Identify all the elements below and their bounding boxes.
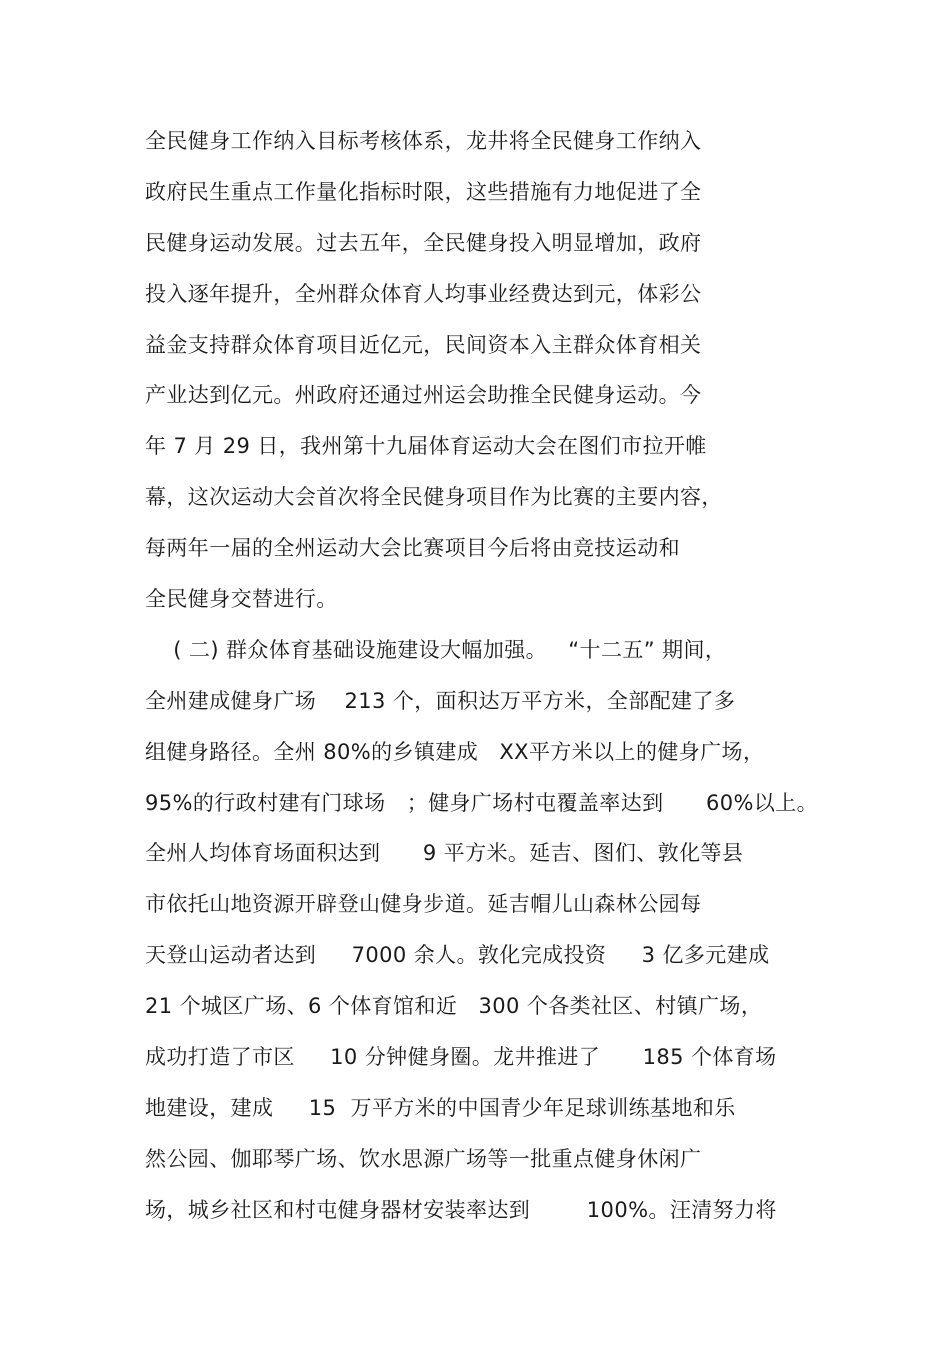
text-line: 全民健身工作纳入目标考核体系，龙井将全民健身工作纳入 (145, 129, 702, 153)
text-line: 每两年一届的全州运动大会比赛项目今后将由竞技运动和 (145, 536, 680, 561)
text-line: 组健身路径。全州 80%的乡镇建成 XX平方米以上的健身广场， (145, 739, 765, 764)
text-line: 幕，这次运动大会首次将全民健身项目作为比赛的主要内容， (145, 485, 723, 510)
text-line: 场，城乡社区和村屯健身器材安装率达到 100%。汪清努力将 (145, 1197, 777, 1222)
text-line: 地建设，建成 15 万平方米的中国青少年足球训练基地和乐 (145, 1095, 736, 1120)
text-line: 全州建成健身广场 213 个，面积达万平方米，全部配建了多 (145, 688, 736, 713)
text-line: 21 个城区广场、6 个体育馆和近 300 个各类社区、村镇广场， (145, 994, 763, 1019)
body-text (145, 125, 925, 1245)
text-line: 天登山运动者达到 7000 余人。敦化完成投资 3 亿多元建成 (145, 943, 770, 968)
text-line: 然公园、伽耶琴广场、饮水思源广场等一批重点健身休闲广 (145, 1146, 702, 1171)
text-line: 全民健身交替进行。 (145, 587, 338, 612)
text-line: 全州人均体育场面积达到 9 平方米。延吉、图们、敦化等县 (145, 841, 744, 866)
text-line: 市依托山地资源开辟登山健身步道。延吉帽儿山森林公园每 (145, 892, 702, 917)
text-line: 政府民生重点工作量化指标时限，这些措施有力地促进了全 (145, 179, 702, 204)
text-line: 产业达到亿元。州政府还通过州运会助推全民健身运动。今 (145, 383, 702, 408)
text-line: 投入逐年提升，全州群众体育人均事业经费达到元，体彩公 (145, 281, 702, 306)
text-line: 年 7 月 29 日，我州第十九届体育运动大会在图们市拉开帷 (145, 434, 707, 459)
text-line: 成功打造了市区 10 分钟健身圈。龙井推进了 185 个体育场 (145, 1045, 777, 1070)
text-line: 95%的行政村建有门球场 ；健身广场村屯覆盖率达到 60%以上。 (145, 790, 819, 815)
text-line: 民健身运动发展。过去五年，全民健身投入明显增加，政府 (145, 230, 702, 255)
text-line: 益金支持群众体育项目近亿元，民间资本入主群众体育相关 (145, 332, 702, 357)
section-heading-line: ( 二) 群众体育基础设施建设大幅加强。 “十二五” 期间， (145, 637, 727, 662)
